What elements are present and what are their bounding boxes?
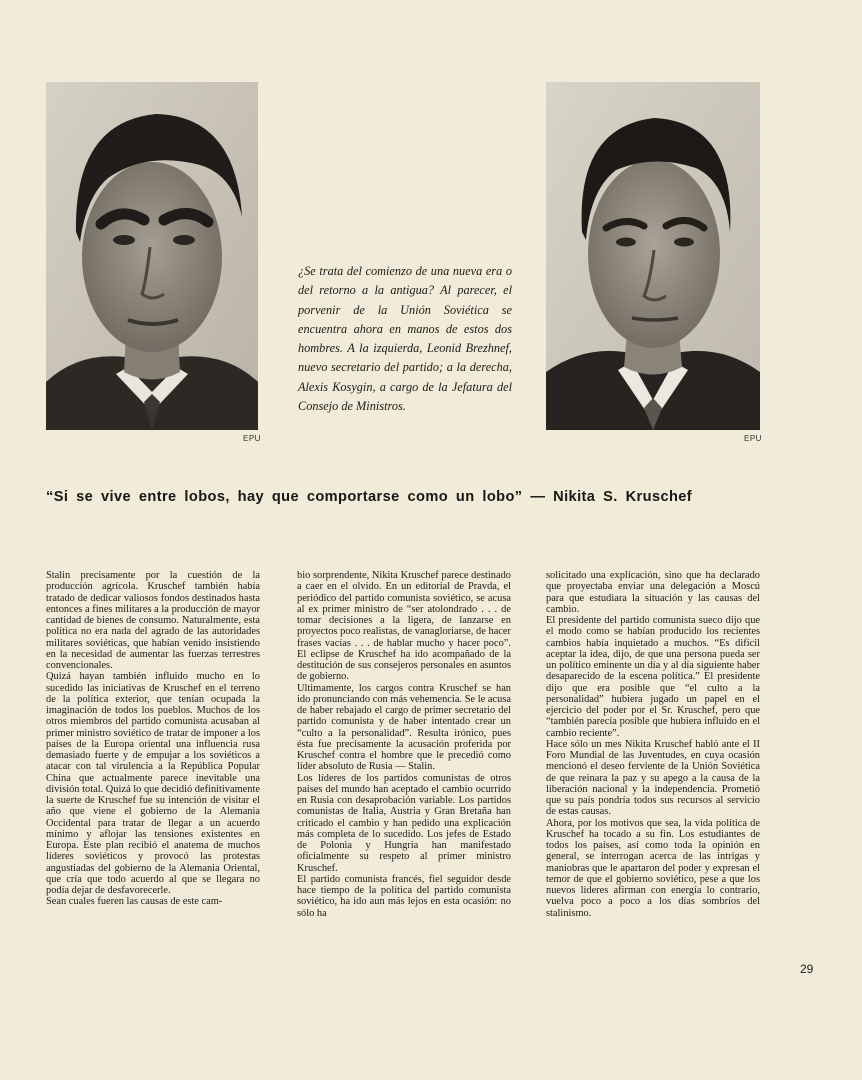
paragraph: Quizá hayan también influido mucho en lo sucedido las iniciativas de Kruschef en el terreno de la política exterior, que tenían ocupada la imaginación de todos los pueblos. Muchos de los otros miembros del partido comunista acusaban al primer ministro soviético de tratar de imponer a los países de la Europa oriental una influencia rusa demasiado fuerte y de empujar a los soviéticos a atacar con tal virulencia a la República Popular China que actualmente parece inevitable una división total. Quizá lo que decidió definitivamente la suerte de Kruschef fue su intención de visitar el año que viene el gobierno de la Alemania Occidental para tratar de llegar a un acuerdo mínimo y aflojar las tensiones existentes en Europa. Este plan recibió el anatema de muchos líderes soviéticos y provocó las protestas angustiadas del gobierno de la Alemania Oriental, que cría que todo acuerdo al que se llegara no podía dejar de desfavorecerle. <box>46 671 260 896</box>
paragraph: Ultimamente, los cargos contra Kruschef se han ido pronunciando con más vehemencia. Se le acusa de haber rebajado el cargo de primer secretario del partido comunista y de haber intentado crear un “culto a la personalidad”. Resulta irónico, pues ésta fue precisamente la acusación proferida por Kruschef contra el hombre que le precedió como líder absoluto de Rusia — Stalin. <box>297 682 511 773</box>
photo-credit-right: EPU <box>744 434 762 443</box>
paragraph: Stalin precisamente por la cuestión de la producción agrícola. Kruschef también había tratado de dedicar valiosos fondos destinados hasta entonces a fines militares a la producción de mayor cantidad de bienes de consumo. Naturalmente, esta política no era nada del agrado de las autoridades militares soviéticas, que habían venido insistiendo en la necesidad de aumentar las fuerzas terrestres convencionales. <box>46 570 260 671</box>
paragraph: Los líderes de los partidos comunistas de otros países del mundo han aceptado el cambio ocurrido en Rusia con desaprobación variable. Los partidos comunistas de Italia, Austria y Gran Bretaña han criticado el cambio y han pedido una explicación más completa de lo sucedido. Los jefes de Estado de Polonia y Hungría han manifestado oficialmente su respeto al primer ministro Kruschef. <box>297 772 511 874</box>
portrait-image-left <box>46 82 258 430</box>
portrait-image-right <box>546 82 760 430</box>
paragraph: Sean cuales fueren las causas de este cam- <box>46 896 223 908</box>
paragraph: solicitado una explicación, sino que ha declarado que proyectaba enviar una delegación a Moscú para que estudiara la situación y las causas del cambio. <box>546 570 760 615</box>
portrait-photo-brezhnef <box>46 82 258 430</box>
paragraph: El presidente del partido comunista sueco dijo que el modo como se habían producido los recientes cambios había inquietado a muchos. “Es difícil aceptar la idea, dijo, de que una persona pueda ser un político eminente un día y al día siguiente haber desaparecido de la escena política.” El presidente dijo que era posible que “el culto a la personalidad” hubiera jugado un papel en el ejercicio del poder por el Sr. Kruschef, pero que “también parecía posible que hubiera influido en el cambio reciente”. <box>546 615 760 739</box>
headline-quote: “Si se vive entre lobos, hay que comportarse como un lobo” — Nikita S. Kruschef <box>46 489 693 505</box>
article-column-1 <box>46 570 260 908</box>
paragraph: Hace sólo un mes Nikita Kruschef habló ante el II Foro Mundial de las Juventudes, en cuya ocasión mencionó el deseo ferviente de la Unión Soviética de que reinara la paz y su apego a la causa de la liberación nacional y la independencia. Prometió que su país pondría todos sus recursos al servicio de estas causas. <box>546 738 760 818</box>
paragraph: bio sorprendente, Nikita Kruschef parece destinado a caer en el olvido. En un editorial de Pravda, el periódico del partido comunista soviético, se acusa al ex primer ministro de “ser atolondrado . . . de tomar decisiones a la ligera, de lanzarse en proyectos poco realistas, de vanagloriarse, de hacer frases vacías . . . de hablar mucho y hacer poco”. El eclipse de Kruschef ha ido acompañado de la destitución de sus consejeros personales en asuntos de gobierno. <box>297 570 511 683</box>
photo-caption: ¿Se trata del comienzo de una nueva era o del retorno a la antigua? Al parecer, el porvenir de la Unión Soviética se encuentra ahora en manos de estos dos hombres. A la izquierda, Leonid Brezhnef, nuevo secretario del partido; a la derecha, Alexis Kosygin, a cargo de la Jefatura del Consejo de Ministros. <box>298 264 512 414</box>
photo-credit-left: EPU <box>243 434 261 443</box>
page-number: 29 <box>800 962 814 976</box>
article-column-3 <box>546 570 760 919</box>
paragraph: Ahora, por los motivos que sea, la vida política de Kruschef ha tocado a su fin. Los estudiantes de todos los países, así como toda la opinión en general, se interrogan acerca de las intrigas y maniobras que le apartaron del poder y expresan el temor de que el gobierno soviético, pese a que los nuevos líderes afirman con energía lo contrario, vuelva poco a poco a los días sombríos del stalinismo. <box>546 817 760 919</box>
portrait-photo-kosygin <box>546 82 760 430</box>
article-column-2 <box>297 570 511 919</box>
paragraph: El partido comunista francés, fiel seguidor desde hace tiempo de la política del partido comunista soviético, ha ido aun más lejos en esta ocasión: no sólo ha <box>297 873 511 919</box>
